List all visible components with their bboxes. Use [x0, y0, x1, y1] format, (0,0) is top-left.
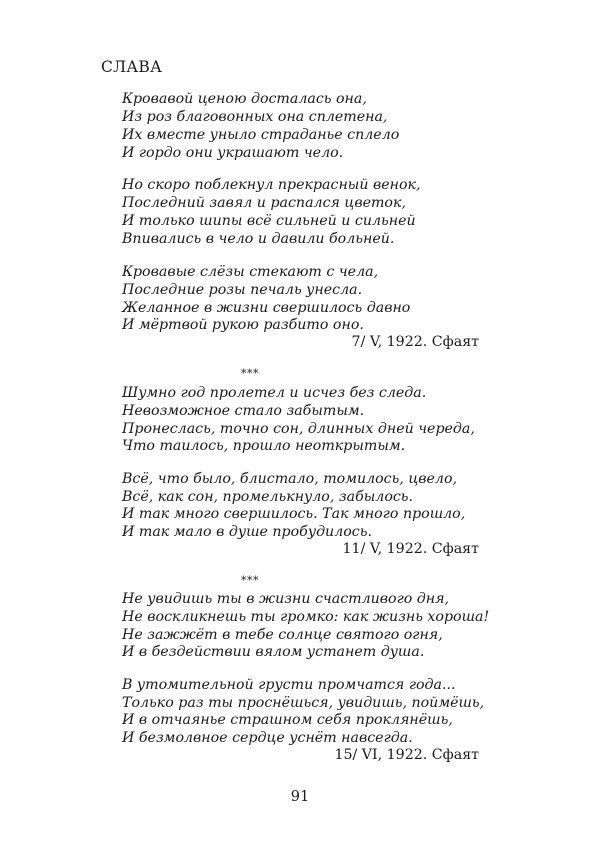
poem-line: Пронеслась, точно сон, длинных дней череда, — [122, 421, 475, 437]
poem-line: В утомительной грусти промчатся года... — [122, 677, 456, 693]
poem-date: 7/ V, 1922. Сфаят — [351, 334, 479, 350]
poem-line: Желанное в жизни свершилось давно — [122, 300, 411, 316]
poem-line: Но скоро поблекнул прекрасный венок, — [122, 177, 421, 193]
poem-line: И мёртвой рукою разбито оно. — [122, 317, 364, 333]
poem-line: И так мало в душе пробудилось. — [122, 524, 372, 540]
poem-line: И в отчаянье страшном себя проклянёшь, — [122, 712, 453, 728]
poem-date: 15/ VI, 1922. Сфаят — [334, 747, 479, 763]
poem-line: Не воскликнешь ты громко: как жизнь хороша! — [122, 609, 490, 625]
poem-line: И гордо они украшают чело. — [122, 145, 344, 161]
poem-line: И в бездействии вялом устанет душа. — [122, 644, 425, 660]
page-number: 91 — [290, 789, 310, 805]
poem-line: Кровавой ценою досталась она, — [122, 91, 367, 107]
poem-line: Шумно год пролетел и исчез без следа. — [122, 385, 427, 401]
section-separator: *** — [241, 367, 259, 380]
poem-date: 11/ V, 1922. Сфаят — [342, 541, 479, 557]
poem-line: И безмолвное сердце уснёт навсегда. — [122, 730, 413, 746]
poem-line: Впивались в чело и давили больней. — [122, 231, 395, 247]
poem-line: Только раз ты проснёшься, увидишь, поймёшь, — [122, 695, 485, 711]
poem-title: СЛАВА — [101, 58, 163, 76]
poem-line: Невозможное стало забытым. — [122, 403, 365, 419]
poem-line: Не зажжёт в тебе солнце святого огня, — [122, 627, 443, 643]
poem-line: Из роз благовонных она сплетена, — [122, 109, 388, 125]
poem-line: Последний завял и распался цветок, — [122, 195, 406, 211]
poem-line: Не увидишь ты в жизни счастливого дня, — [122, 591, 450, 607]
poem-line: Всё, как сон, промелькнуло, забылось. — [122, 489, 414, 505]
poem-line: Всё, что было, блистало, томилось, цвело, — [122, 471, 458, 487]
poem-line: Что таилось, прошло неоткрытым. — [122, 438, 406, 454]
poem-line: Кровавые слёзы стекают с чела, — [122, 264, 379, 280]
poem-line: Последние розы печаль унесла. — [122, 282, 363, 298]
poem-line: Их вместе уныло страданье сплело — [122, 127, 400, 143]
poem-line: И так много свершилось. Так много прошло, — [122, 506, 466, 522]
section-separator: *** — [241, 574, 259, 587]
poem-line: И только шипы всё сильней и сильней — [122, 213, 416, 229]
